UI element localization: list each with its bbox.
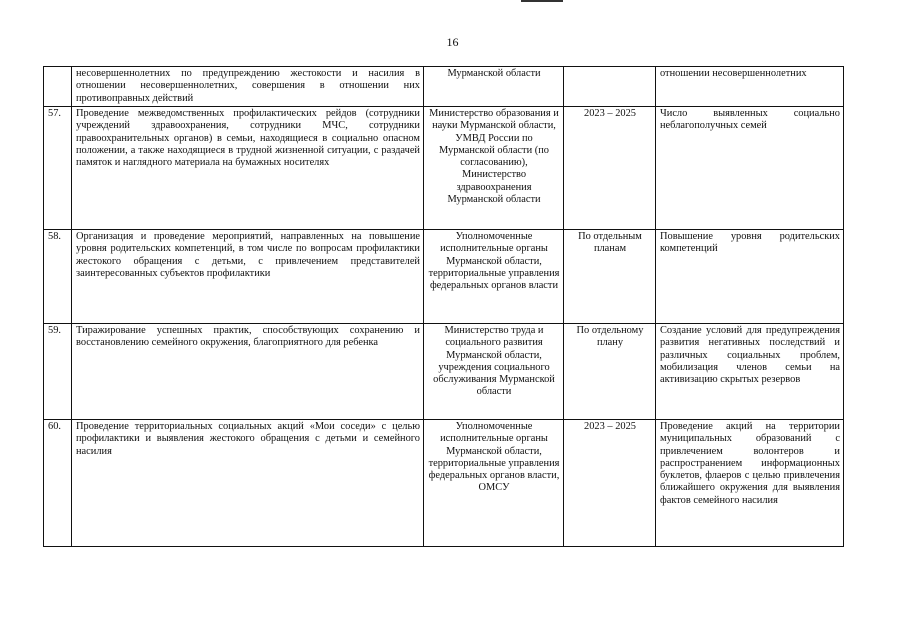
term-cell: 2023 – 2025 [564, 107, 656, 230]
result-cell: Создание условий для предупреждения развития негативных последствий и различных социальных проблем, мобилизация членов семьи на активизацию скрытых резервов [656, 324, 844, 420]
executor-cell: Министерство образования и науки Мурманской области, УМВД России по Мурманской области (по согласованию), Министерство здравоохранения Мурманской области [424, 107, 564, 230]
activity-cell: Проведение межведомственных профилактических рейдов (сотрудники учреждений здравоохранения, сотрудники МЧС, сотрудники правоохранительных органов) в семьи, находящиеся в социально опасном положении, а также находящиеся в трудной жизненной ситуации, с раздачей памяток и наглядного материала на бумажных носителях [72, 107, 424, 230]
row-number: 57. [44, 107, 72, 230]
table-row [44, 67, 844, 107]
result-cell: отношении несовершеннолетних [656, 67, 844, 107]
activity-cell: Организация и проведение мероприятий, направленных на повышение уровня родительских компетенций, в том числе по вопросам профилактики жестокого обращения с детьми, с привлечением представителей заинтересованных субъектов профилактики [72, 230, 424, 324]
table-row [44, 324, 844, 420]
term-cell: По отдельному плану [564, 324, 656, 420]
executor-cell: Уполномоченные исполнительные органы Мурманской области, территориальные управления федеральных органов власти, ОМСУ [424, 420, 564, 547]
term-cell: 2023 – 2025 [564, 420, 656, 547]
term-cell [564, 67, 656, 107]
row-number: 60. [44, 420, 72, 547]
table-row [44, 107, 844, 230]
result-cell: Повышение уровня родительских компетенций [656, 230, 844, 324]
activity-cell: Проведение территориальных социальных акций «Мои соседи» с целью профилактики и выявления жестокого обращения с детьми и семейного насилия [72, 420, 424, 547]
activity-cell: Тиражирование успешных практик, способствующих сохранению и восстановлению семейного окружения, благоприятного для ребенка [72, 324, 424, 420]
row-number: 58. [44, 230, 72, 324]
term-cell: По отдельным планам [564, 230, 656, 324]
executor-cell: Уполномоченные исполнительные органы Мурманской области, территориальные управления федеральных органов власти [424, 230, 564, 324]
top-scan-mark [521, 0, 563, 2]
page-number: 16 [446, 35, 459, 49]
table-row [44, 230, 844, 324]
result-cell: Число выявленных социально неблагополучных семей [656, 107, 844, 230]
executor-cell: Министерство труда и социального развития Мурманской области, учреждения социального обслуживания Мурманской области [424, 324, 564, 420]
activity-cell: несовершеннолетних по предупреждению жестокости и насилия в отношении несовершеннолетних, совершения в отношении них противоправных действий [72, 67, 424, 107]
measures-table [43, 66, 844, 547]
row-number [44, 67, 72, 107]
row-number: 59. [44, 324, 72, 420]
result-cell: Проведение акций на территории муниципальных образований с привлечением волонтеров и распространением информационных буклетов, флаеров с целью привлечения ближайшего окружения для выявления фактов семейного насилия [656, 420, 844, 547]
executor-cell: Мурманской области [424, 67, 564, 107]
table-row [44, 420, 844, 547]
